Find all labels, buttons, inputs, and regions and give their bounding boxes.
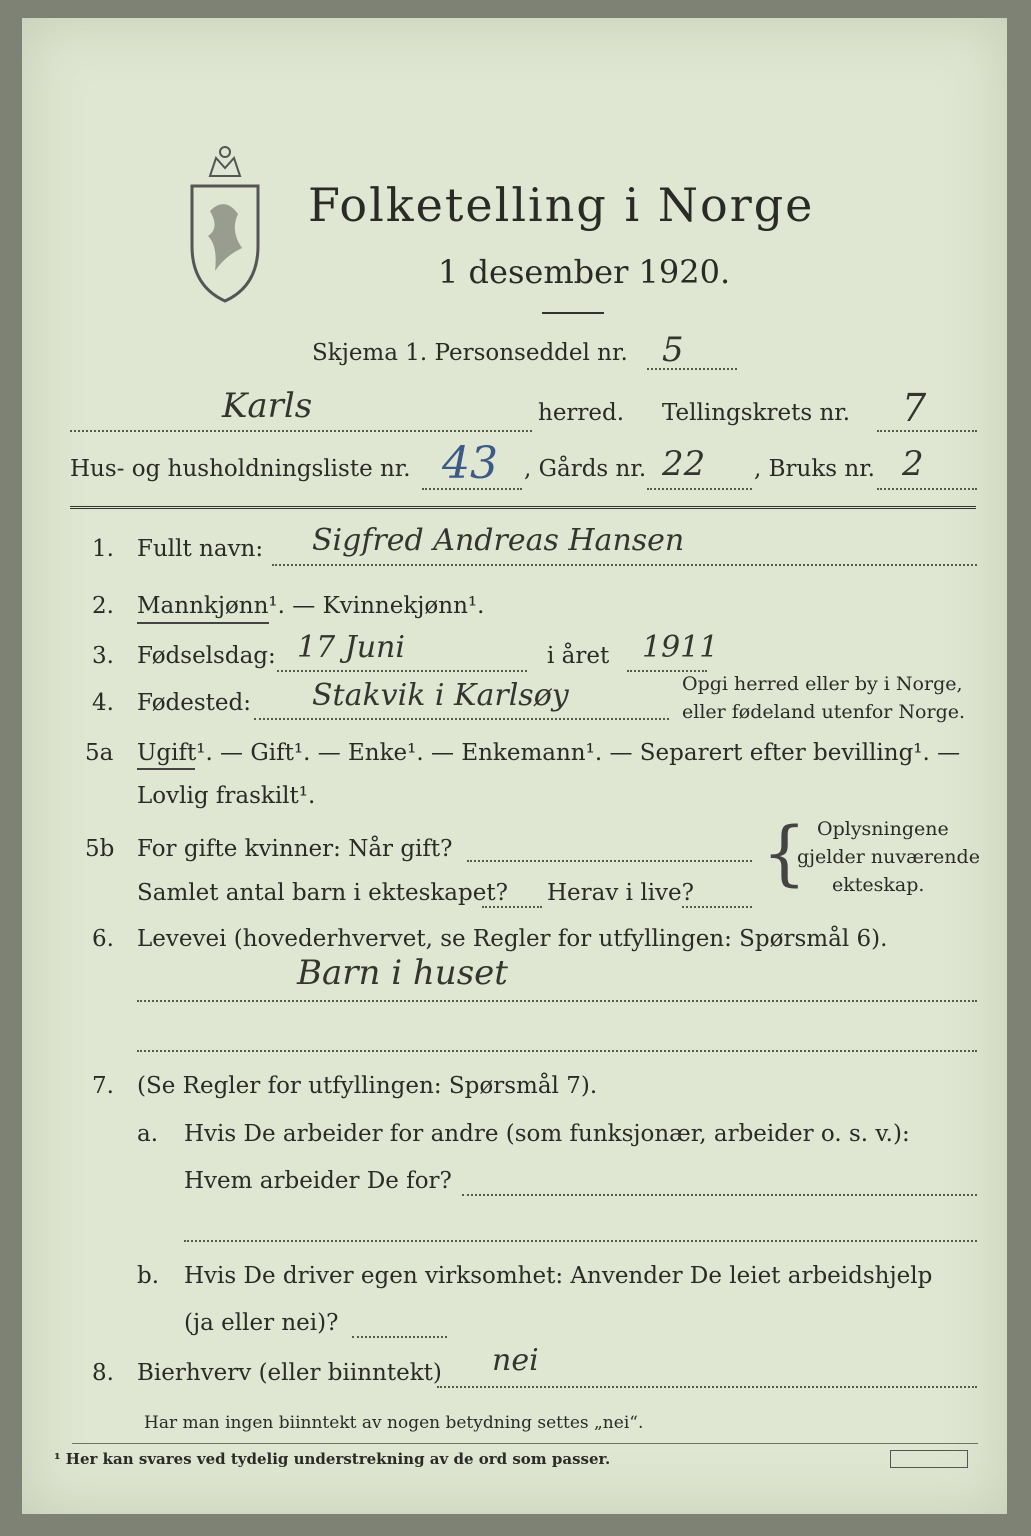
brace-icon: { <box>762 812 807 894</box>
gards-nr-value[interactable]: 22 <box>662 444 706 484</box>
q7-label: (Se Regler for utfyllingen: Spørsmål 7). <box>137 1073 598 1099</box>
side-income-value[interactable]: nei <box>492 1343 539 1378</box>
q3-label: Fødselsdag: <box>137 643 276 669</box>
birth-year-value[interactable]: 1911 <box>642 630 719 665</box>
marital-status-options[interactable]: Ugift¹. — Gift¹. — Enke¹. — Enkemann¹. — Separert efter bevilling¹. — <box>137 740 961 766</box>
gards-nr-line <box>647 488 752 490</box>
occupation-line-2 <box>137 1050 977 1052</box>
q4-number: 4. <box>92 690 114 716</box>
personseddel-nr-value[interactable]: 5 <box>662 330 684 370</box>
coat-of-arms-icon <box>180 136 270 306</box>
hus-nr-line <box>422 488 522 490</box>
q4-label: Fødested: <box>137 690 252 716</box>
q7a-marker: a. <box>137 1121 159 1147</box>
hus-nr-value[interactable]: 43 <box>442 438 498 489</box>
tellingskrets-nr-line <box>877 430 977 432</box>
bruks-nr-line <box>877 488 977 490</box>
herred-value[interactable]: Karls <box>222 386 313 426</box>
census-form-sheet <box>22 18 1007 1514</box>
q7a-line1: Hvis De arbeider for andre (som funksjonær, arbeider o. s. v.): <box>184 1121 910 1147</box>
q6-number: 6. <box>92 926 114 952</box>
footer-divider <box>72 1443 978 1444</box>
q5a-number: 5a <box>85 740 114 766</box>
occupation-value[interactable]: Barn i huset <box>297 953 508 993</box>
printer-stamp <box>890 1450 968 1468</box>
form-title: Folketelling i Norge <box>308 178 815 232</box>
birthplace-note-1: Opgi herred eller by i Norge, <box>682 673 963 695</box>
q5b-number: 5b <box>85 836 115 862</box>
marital-status-options-2[interactable]: Lovlig fraskilt¹. <box>137 783 316 809</box>
children-count-line <box>482 906 542 908</box>
side-income-note: Har man ingen biinntekt av nogen betydning settes „nei“. <box>144 1413 644 1433</box>
birth-year-label: i året <box>547 643 610 669</box>
birthplace-note-2: eller fødeland utenfor Norge. <box>682 701 966 723</box>
marriage-note-3: ekteskap. <box>832 874 925 896</box>
gender-underline <box>137 622 269 624</box>
q1-label: Fullt navn: <box>137 536 264 562</box>
title-divider <box>542 312 604 314</box>
birthplace-line <box>254 718 669 720</box>
side-income-line <box>437 1386 977 1388</box>
full-name-value[interactable]: Sigfred Andreas Hansen <box>312 523 685 558</box>
tellingskrets-nr-value[interactable]: 7 <box>902 386 927 430</box>
birth-year-line <box>627 670 707 672</box>
header-divider <box>70 506 976 509</box>
gards-label: , Gårds nr. <box>524 456 647 482</box>
q2-number: 2. <box>92 593 114 619</box>
herred-line <box>70 430 532 432</box>
skjema-label: Skjema 1. Personseddel nr. <box>312 340 628 366</box>
hus-label: Hus- og husholdningsliste nr. <box>70 456 411 482</box>
married-when-line <box>467 860 752 862</box>
q8-number: 8. <box>92 1360 114 1386</box>
marriage-note-2: gjelder nuværende <box>797 846 980 868</box>
footnote: ¹ Her kan svares ved tydelig understrekning av de ord som passer. <box>54 1450 611 1468</box>
children-alive-line <box>682 906 752 908</box>
side-income-label: Bierhverv (eller biinntekt) <box>137 1360 442 1386</box>
herred-label: herred. <box>538 400 625 426</box>
birthdate-value[interactable]: 17 Juni <box>297 630 405 665</box>
married-when-label: For gifte kvinner: Når gift? <box>137 836 453 862</box>
marriage-note-1: Oplysningene <box>817 818 949 840</box>
q1-number: 1. <box>92 536 114 562</box>
birthplace-value[interactable]: Stakvik i Karlsøy <box>312 678 569 713</box>
gender-options[interactable]: Mannkjønn¹. — Kvinnekjønn¹. <box>137 593 485 619</box>
employer-line-2 <box>184 1240 977 1242</box>
hired-help-line <box>352 1336 447 1338</box>
employer-label: Hvem arbeider De for? <box>184 1168 452 1194</box>
census-date: 1 desember 1920. <box>438 253 731 291</box>
q3-number: 3. <box>92 643 114 669</box>
personseddel-nr-line <box>647 368 737 370</box>
q7b-marker: b. <box>137 1263 160 1289</box>
employer-line <box>462 1194 977 1196</box>
tellingskrets-label: Tellingskrets nr. <box>662 400 851 426</box>
bruks-label: , Bruks nr. <box>754 456 875 482</box>
occupation-label: Levevei (hovederhvervet, se Regler for utfyllingen: Spørsmål 6). <box>137 926 888 952</box>
marital-status-underline <box>137 768 195 770</box>
full-name-line <box>272 564 977 566</box>
birthdate-line <box>277 670 527 672</box>
children-alive-label: Herav i live? <box>547 880 694 906</box>
bruks-nr-value[interactable]: 2 <box>902 444 924 484</box>
q7-number: 7. <box>92 1073 114 1099</box>
hired-help-label: (ja eller nei)? <box>184 1310 339 1336</box>
q7b-line1: Hvis De driver egen virksomhet: Anvender De leiet arbeidshjelp <box>184 1263 933 1289</box>
occupation-line-1 <box>137 1000 977 1002</box>
children-count-label: Samlet antal barn i ekteskapet? <box>137 880 508 906</box>
